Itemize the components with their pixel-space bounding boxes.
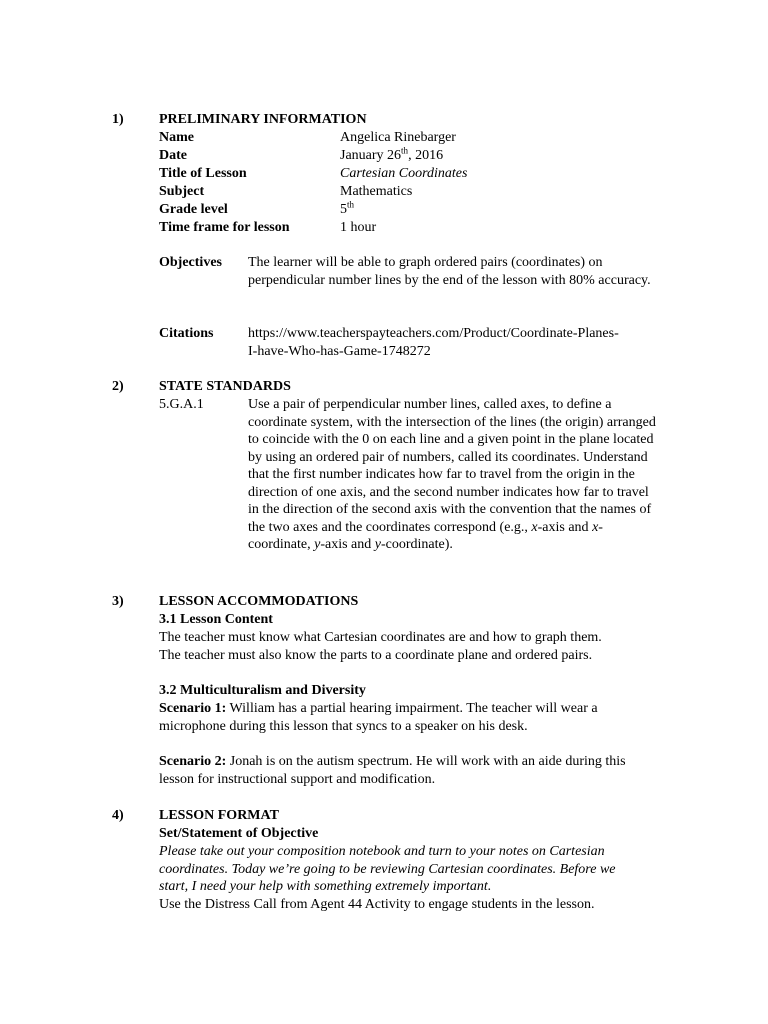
subject-label: Subject	[159, 184, 205, 199]
section-4-title: LESSON FORMAT	[159, 808, 279, 823]
objectives-block	[159, 254, 659, 308]
section-3-number: 3)	[112, 594, 124, 609]
lesson-title-value: Cartesian Coordinates	[340, 166, 468, 181]
teacher-script-text: Please take out your composition notebook and turn to your notes on Cartesian coordinates. Today we’re going to be reviewing Cartesian coordinates. Before we start, I need your help with something extremely important.	[159, 844, 616, 894]
citations-label: Citations	[159, 326, 214, 341]
lesson-content-text: The teacher must know what Cartesian coordinates are and how to graph them. The teacher must also know the parts to a coordinate plane and ordered pairs.	[159, 630, 602, 663]
time-frame-label: Time frame for lesson	[159, 220, 290, 235]
section-3-title: LESSON ACCOMMODATIONS	[159, 594, 359, 609]
objectives-label: Objectives	[159, 255, 222, 270]
lesson-title-row	[159, 165, 659, 183]
date-value: January 26th, 2016	[340, 145, 444, 163]
date-label: Date	[159, 148, 187, 163]
section-2-title: STATE STANDARDS	[159, 379, 291, 394]
scenario-1: Scenario 1: William has a partial hearing impairment. The teacher will wear a microphone during this lesson that syncs to a speaker on his desk.	[159, 701, 598, 734]
standard-block	[159, 396, 659, 576]
standard-text: Use a pair of perpendicular number lines, called axes, to define a coordinate system, with the intersection of the lines (the origin) arranged to coincide with the 0 on each line and a given point in the plane located by using an ordered pair of numbers, called its coordinates. Understand that the first number indicates how far to travel from the origin in the direction of one axis, and the second number indicates how far to travel in the direction of the second axis with the convention that the names of the two axes and the coordinates correspond (e.g., x-axis and x-coordinate, y-axis and y-coordinate).	[248, 397, 656, 552]
objectives-text: The learner will be able to graph ordered pairs (coordinates) on perpendicular number lines by the end of the lesson with 80% accuracy.	[248, 255, 651, 288]
scenario-2: Scenario 2: Jonah is on the autism spectrum. He will work with an aide during this lesson for instructional support and modification.	[159, 754, 626, 787]
section-1-title: PRELIMINARY INFORMATION	[159, 112, 367, 127]
date-row	[159, 147, 659, 165]
citations-block	[159, 325, 659, 361]
subject-value: Mathematics	[340, 184, 413, 199]
section-1-number: 1)	[112, 112, 124, 127]
time-frame-value: 1 hour	[340, 220, 377, 235]
name-label: Name	[159, 130, 194, 145]
time-frame-row	[159, 219, 659, 237]
section-4-number: 4)	[112, 808, 124, 823]
grade-value: 5th	[340, 199, 355, 217]
standard-code: 5.G.A.1	[159, 397, 204, 412]
grade-label: Grade level	[159, 202, 228, 217]
citations-link[interactable]: https://www.teacherspayteachers.com/Product/Coordinate-Planes- I-have-Who-has-Game-1748272	[248, 326, 619, 359]
name-row	[159, 129, 659, 147]
activity-text: Use the Distress Call from Agent 44 Activity to engage students in the lesson.	[159, 897, 595, 912]
set-statement-heading: Set/Statement of Objective	[159, 826, 319, 841]
subject-row	[159, 183, 659, 201]
lesson-title-label: Title of Lesson	[159, 166, 247, 181]
subsection-3-2-title: 3.2 Multiculturalism and Diversity	[159, 683, 366, 698]
section-2-number: 2)	[112, 379, 124, 394]
name-value: Angelica Rinebarger	[340, 130, 456, 145]
subsection-3-1-title: 3.1 Lesson Content	[159, 612, 273, 627]
grade-row	[159, 201, 659, 219]
